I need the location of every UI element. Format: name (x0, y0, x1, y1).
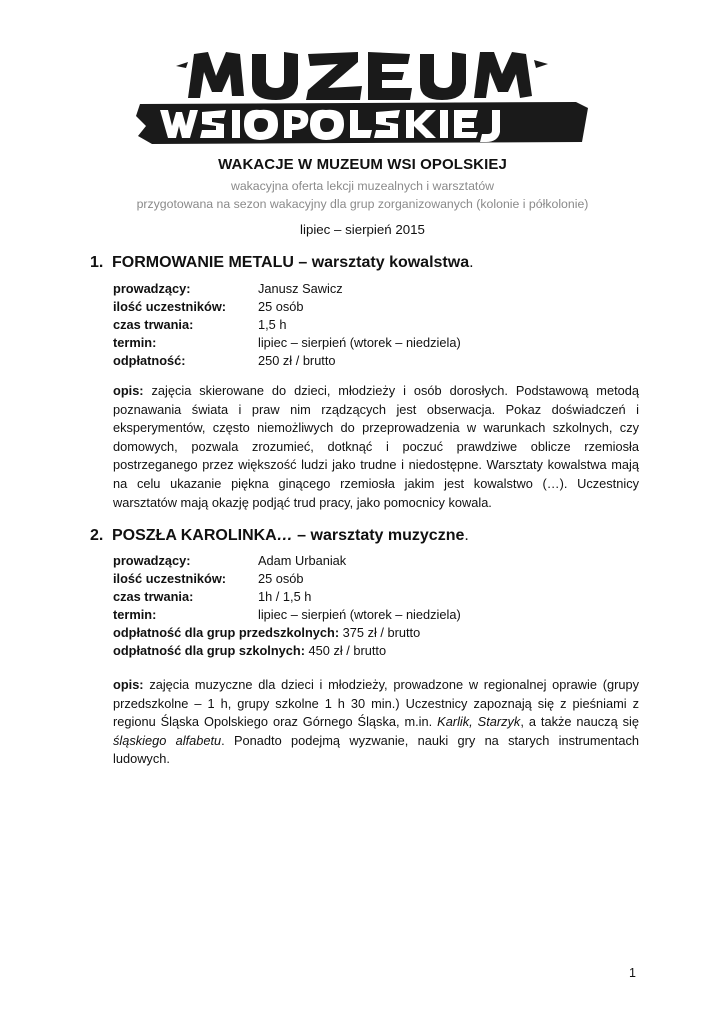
section-1-description (113, 382, 639, 512)
description-label: opis: (113, 677, 144, 692)
info-label: czas trwania: (113, 317, 194, 333)
period: lipiec – sierpień 2015 (300, 222, 425, 237)
info-label: odpłatność: (113, 353, 186, 369)
section-1-title (90, 254, 474, 272)
description-text: . Ponadto podejmą wyzwanie, nauki gry na starych instrumentach ludowych. (113, 732, 639, 767)
section-title-ellipsis: … (276, 527, 293, 544)
info-label: termin: (113, 335, 157, 351)
section-title-period: . (464, 527, 469, 544)
info-row (113, 352, 461, 370)
museum-logo (136, 46, 592, 146)
info-label: prowadzący: (113, 553, 191, 568)
description-text: zajęcia skierowane do dzieci, młodzieży i osób dorosłych. Podstawową metodą poznawania świata i praw nim rządzących jest obserwacja. Pokaz doświadczeń i eksperymentów, często niemożliwych do przeprowadzenia w warunkach szkolnych, czy domowych, pozwala zrozumieć, dotknąć i poczuć prawdziwe oblicze rzemiosła postrzeganego przez większość ludzi jako trudne i niedostępne. Warsztaty kowalstwa mają na celu ukazanie piękna ginącego rzemiosła jakim jest kowalstwo (…). Uczestnicy warsztatów mają okazję podjąć trud pracy, jako pomocnicy kowala. (113, 383, 639, 510)
section-number: 2. (90, 527, 104, 544)
section-title-rest: – warsztaty muzyczne (292, 527, 465, 544)
info-row (113, 316, 461, 334)
description-italic: Karlik, Starzyk (437, 714, 521, 730)
info-value: 375 zł / brutto (339, 625, 421, 641)
info-row (113, 606, 461, 624)
info-value: lipiec – sierpień (wtorek – niedziela) (258, 607, 461, 623)
info-value: 25 osób (258, 299, 304, 315)
description-text: , a także nauczą się (520, 714, 639, 730)
section-title-text: POSZŁA KAROLINKA (112, 527, 277, 544)
section-2-title (90, 527, 469, 545)
description-italic: śląskiego alfabetu (113, 732, 222, 748)
subtitle-line-2: przygotowana na sezon wakacyjny dla grup zorganizowanych (kolonie i półkolonie) (136, 197, 589, 211)
info-row (113, 570, 461, 588)
info-label: ilość uczestników: (113, 299, 227, 315)
info-value: 250 zł / brutto (258, 353, 336, 369)
section-title-period: . (469, 254, 474, 271)
info-label: odpłatność dla grup szkolnych: (113, 643, 305, 659)
section-1-info (113, 280, 461, 370)
info-row (113, 624, 461, 642)
info-value: lipiec – sierpień (wtorek – niedziela) (258, 335, 461, 351)
page-title: WAKACJE W MUZEUM WSI OPOLSKIEJ (218, 156, 507, 173)
info-value: Janusz Sawicz (258, 281, 343, 296)
description-label: opis: (113, 383, 144, 398)
info-value: Adam Urbaniak (258, 553, 347, 568)
info-label: prowadzący: (113, 281, 191, 296)
info-label: odpłatność dla grup przedszkolnych: (113, 625, 340, 641)
info-row (113, 280, 461, 298)
info-row (113, 298, 461, 316)
info-row (113, 552, 461, 570)
info-value: 1h / 1,5 h (258, 589, 312, 605)
info-value: 450 zł / brutto (304, 643, 387, 659)
info-row (113, 588, 461, 606)
info-label: czas trwania: (113, 589, 194, 605)
info-label: termin: (113, 607, 157, 623)
page-number: 1 (629, 966, 636, 980)
description-text: zajęcia muzyczne dla dzieci i młodzieży, prowadzone w regionalnej oprawie (grupy przedszkolne – 1 h, grupy szkolne 1 h 30 min.) Uczestnicy zapoznają się z pieśniami z regionu Śląska Opolskiego oraz Górnego Śląska, m.in. (113, 677, 639, 730)
section-2-description (113, 676, 639, 769)
info-row (113, 642, 461, 660)
info-row (113, 334, 461, 352)
section-title-text: FORMOWANIE METALU – warsztaty kowalstwa (112, 254, 470, 271)
section-number: 1. (90, 254, 104, 271)
section-2-info (113, 552, 461, 661)
subtitle-line-1: wakacyjna oferta lekcji muzealnych i warsztatów (230, 179, 495, 193)
info-label: ilość uczestników: (113, 571, 227, 587)
info-value: 1,5 h (258, 317, 287, 333)
info-value: 25 osób (258, 571, 304, 587)
